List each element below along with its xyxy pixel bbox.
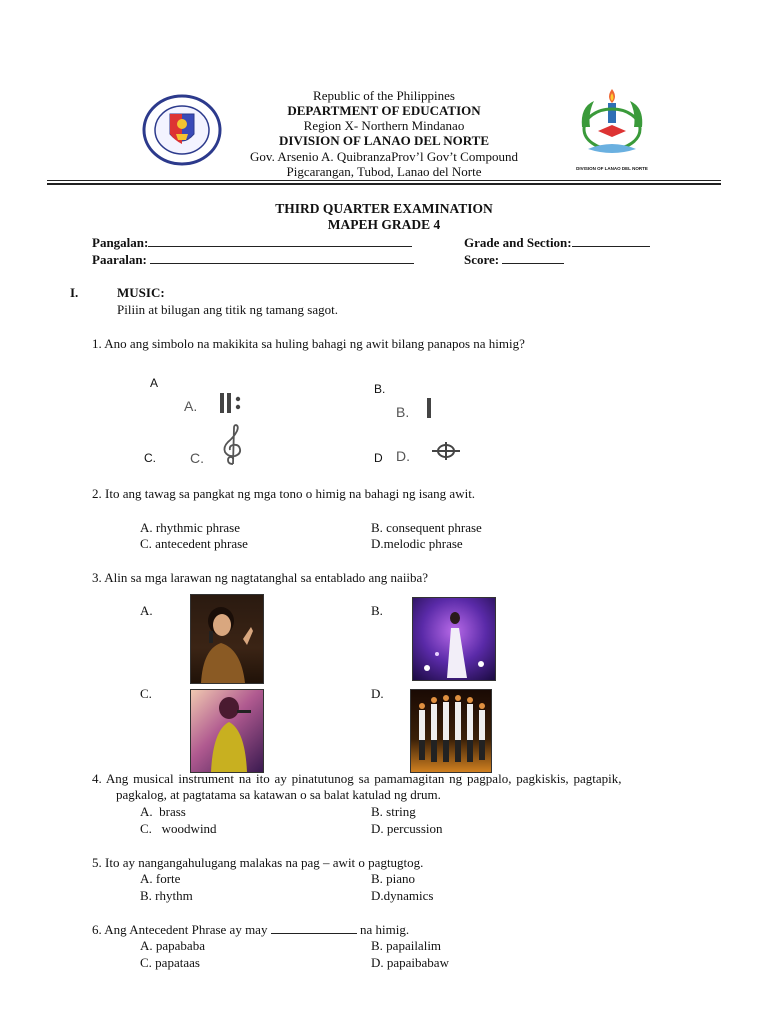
grade-section-label: Grade and Section: <box>464 235 572 250</box>
q6-option-a[interactable]: A. papababa <box>140 938 205 953</box>
q1-option-a[interactable] <box>180 388 250 422</box>
q1-option-d-label: D <box>374 451 383 465</box>
header-address-2: Pigcarangan, Tubod, Lanao del Norte <box>286 164 482 179</box>
question-6-after: na himig. <box>359 922 410 937</box>
question-4-line-1: 4. Ang musical instrument na ito ay pinatutunog sa pamamagitan ng pagpalo, pagkiskis, pagtapik, <box>92 771 622 786</box>
q5-option-d[interactable]: D.dynamics <box>371 888 434 903</box>
coda-icon <box>430 442 462 465</box>
q1-option-b-letter: B. <box>396 404 410 420</box>
q1-option-c[interactable] <box>188 424 258 468</box>
q4-option-c[interactable]: C. woodwind <box>140 821 217 836</box>
question-2: 2. Ito ang tawag sa pangkat ng mga tono o himig na bahagi ng isang awit. <box>92 486 476 501</box>
q2-option-d[interactable]: D.melodic phrase <box>371 536 463 551</box>
exam-subtitle: MAPEH GRADE 4 <box>327 217 441 232</box>
repeat-sign-icon <box>218 390 246 422</box>
question-6-before: 6. Ang Antecedent Phrase ay may <box>92 922 268 937</box>
q2-option-c[interactable]: C. antecedent phrase <box>140 536 248 551</box>
division-logo <box>574 87 650 171</box>
bar-line-icon <box>426 398 432 423</box>
question-4-line-2: pagkalog, at pagtatama sa katawan o sa balat katulad ng drum. <box>116 787 441 802</box>
q5-option-a[interactable]: A. forte <box>140 871 181 886</box>
q2-option-b[interactable]: B. consequent phrase <box>371 520 482 535</box>
question-5: 5. Ito ay nangangahulugang malakas na pag – awit o pagtugtog. <box>92 855 424 870</box>
header-department: DEPARTMENT OF EDUCATION <box>287 103 481 118</box>
q3-option-a-label[interactable]: A. <box>140 603 153 618</box>
q3-option-d-label[interactable]: D. <box>371 686 384 701</box>
header-divider-bottom <box>47 183 721 185</box>
q6-option-b[interactable]: B. papailalim <box>371 938 442 953</box>
q1-option-b-label: B. <box>374 382 386 396</box>
header-divider-top <box>47 180 721 181</box>
question-1: 1. Ano ang simbolo na makikita sa huling bahagi ng awit bilang panapos na himig? <box>92 336 525 351</box>
exam-title: THIRD QUARTER EXAMINATION <box>275 201 493 216</box>
q3-photo-d[interactable] <box>410 689 492 773</box>
q1-option-a-letter: A. <box>184 398 198 414</box>
section-number: I. <box>70 285 79 300</box>
header-division: DIVISION OF LANAO DEL NORTE <box>279 133 489 148</box>
treble-clef-icon <box>220 424 246 471</box>
header-address-1: Gov. Arsenio A. QuibranzaProv’l Gov’t Compound <box>250 149 518 164</box>
name-field[interactable] <box>92 234 412 251</box>
grade-section-field[interactable] <box>464 234 650 251</box>
score-field[interactable] <box>464 251 564 268</box>
question-6-blank[interactable] <box>271 921 357 934</box>
q2-option-a[interactable]: A. rhythmic phrase <box>140 520 241 535</box>
q3-photo-a[interactable] <box>190 594 264 684</box>
name-label: Pangalan: <box>92 235 149 250</box>
q4-option-b[interactable]: B. string <box>371 804 416 819</box>
section-title: MUSIC: <box>117 285 165 300</box>
q1-option-c-label: C. <box>144 451 156 465</box>
q1-option-a-label: A <box>150 376 159 390</box>
q1-option-b[interactable] <box>392 394 452 424</box>
q5-option-b[interactable]: B. piano <box>371 871 416 886</box>
school-blank[interactable] <box>150 251 414 264</box>
q5-option-c[interactable]: B. rhythm <box>140 888 193 903</box>
q3-option-b-label[interactable]: B. <box>371 603 383 618</box>
header-region: Region X- Northern Mindanao <box>303 118 465 133</box>
question-3: 3. Alin sa mga larawan ng nagtatanghal sa entablado ang naiiba? <box>92 570 429 585</box>
q6-option-d[interactable]: D. papaibabaw <box>371 955 449 970</box>
school-label: Paaralan: <box>92 252 147 267</box>
q4-option-a[interactable]: A. brass <box>140 804 186 819</box>
q1-option-c-letter: C. <box>190 450 204 466</box>
header-republic: Republic of the Philippines <box>313 88 455 103</box>
grade-section-blank[interactable] <box>572 234 650 247</box>
section-instruction: Piliin at bilugan ang titik ng tamang sagot. <box>117 302 338 317</box>
q1-option-d-letter: D. <box>396 448 410 464</box>
q6-option-c[interactable]: C. papataas <box>140 955 200 970</box>
q3-photo-b[interactable] <box>412 597 496 681</box>
name-blank[interactable] <box>148 234 412 247</box>
division-logo-caption: DIVISION OF LANAO DEL NORTE <box>576 166 648 171</box>
score-label: Score: <box>464 252 500 267</box>
question-6 <box>92 921 409 938</box>
school-field[interactable] <box>92 251 414 268</box>
q4-option-d[interactable]: D. percussion <box>371 821 443 836</box>
q3-option-c-label[interactable]: C. <box>140 686 152 701</box>
score-blank[interactable] <box>502 251 564 264</box>
q3-photo-c[interactable] <box>190 689 264 773</box>
q1-option-d[interactable] <box>394 440 464 466</box>
